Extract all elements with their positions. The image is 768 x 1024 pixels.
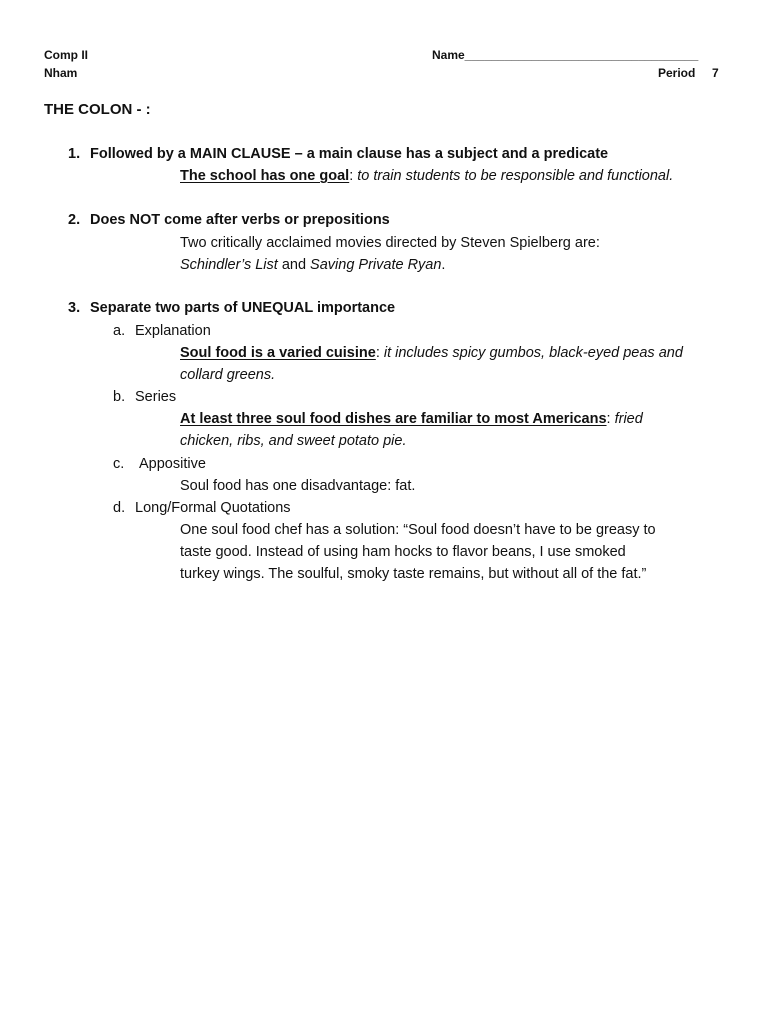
rule-3-heading-text: Separate two parts of UNEQUAL importance [90, 300, 396, 316]
rule-1-main-clause: The school has one goal [180, 168, 350, 184]
item-c-label [113, 456, 206, 472]
item-b-letter: b. [113, 389, 126, 405]
period-value: 7 [712, 66, 719, 80]
course-label: Comp II [44, 48, 88, 62]
rule-2-example-line1: Two critically acclaimed movies directed by Steven Spielberg are: [180, 235, 600, 251]
rule-2-heading [68, 212, 390, 228]
item-d-example-line3: turkey wings. The soulful, smoky taste remains, but without all of the fat.” [180, 566, 647, 582]
item-b-colon: : [606, 411, 611, 427]
item-a-example-line1 [180, 345, 683, 361]
rule-1-heading-text: Followed by a MAIN CLAUSE – a main clause has a subject and a predicate [90, 146, 609, 162]
item-d-example-line1: One soul food chef has a solution: “Soul food doesn’t have to be greasy to [180, 522, 656, 538]
item-a-label [113, 323, 211, 339]
item-b-example-line2: chicken, ribs, and sweet potato pie. [180, 433, 407, 449]
page-title: THE COLON - : [44, 101, 151, 118]
item-b-label-text: Series [135, 389, 177, 405]
item-d-label [113, 500, 291, 516]
rule-1-colon: : [349, 168, 354, 184]
rule-2-end: . [441, 257, 446, 273]
rule-2-title-2: Saving Private Ryan [310, 257, 442, 273]
rule-3-heading [68, 300, 395, 316]
item-a-example-line2: collard greens. [180, 367, 276, 383]
item-b-rest-1: fried [610, 411, 643, 427]
item-a-rest-1: it includes spicy gumbos, black-eyed peas and [379, 345, 683, 361]
item-c-label-text: Appositive [139, 456, 206, 472]
rule-2-heading-text: Does NOT come after verbs or prepositions [90, 212, 390, 228]
item-a-main-clause: Soul food is a varied cuisine [180, 345, 376, 361]
item-b-example-line1 [180, 411, 643, 427]
rule-3-number: 3. [68, 300, 81, 316]
item-c-example: Soul food has one disadvantage: fat. [180, 478, 416, 494]
period-label: Period [658, 66, 696, 80]
item-d-letter: d. [113, 500, 126, 516]
item-d-example-line2: taste good. Instead of using ham hocks to flavor beans, I use smoked [180, 544, 626, 560]
rule-1-example [180, 168, 673, 184]
item-a-letter: a. [113, 323, 126, 339]
rule-1-rest: to train students to be responsible and functional. [353, 168, 674, 184]
rule-1-number: 1. [68, 146, 81, 162]
teacher-label: Nham [44, 66, 78, 80]
item-d-label-text: Long/Formal Quotations [135, 500, 291, 516]
item-c-letter: c. [113, 456, 125, 472]
item-a-label-text: Explanation [135, 323, 211, 339]
rule-2-example-line2 [180, 257, 445, 273]
name-field-label: Name___________________________________ [432, 48, 699, 62]
rule-2-and: and [277, 257, 311, 273]
item-b-main-clause: At least three soul food dishes are familiar to most Americans [180, 411, 607, 427]
period-field [658, 66, 719, 80]
item-a-colon: : [375, 345, 380, 361]
rule-1-heading [68, 146, 608, 162]
item-b-label [113, 389, 176, 405]
rule-2-title-1: Schindler’s List [180, 257, 278, 273]
rule-2-number: 2. [68, 212, 81, 228]
